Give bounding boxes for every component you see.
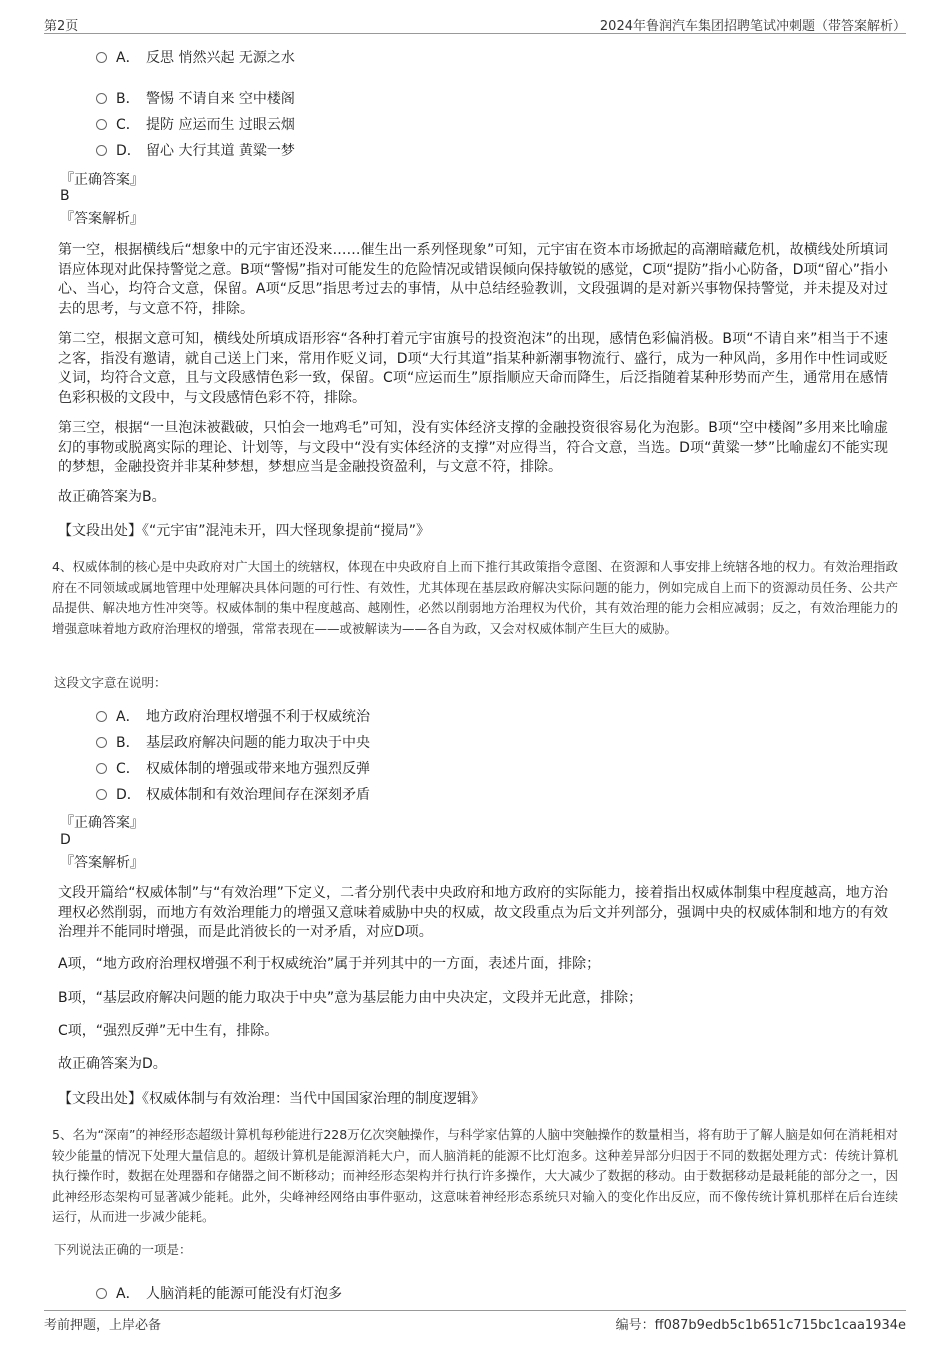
q3-option-d[interactable]: D． 留心 大行其道 黄粱一梦: [96, 140, 295, 162]
q5-option-a[interactable]: A． 人脑消耗的能源可能没有灯泡多: [96, 1283, 342, 1305]
q4-option-d[interactable]: D． 权威体制和有效治理间存在深刻矛盾: [96, 784, 370, 806]
q3-conclusion: 故正确答案为B。: [58, 489, 166, 505]
q4-stem: 4、权威体制的核心是中央政府对广大国土的统辖权，体现在中央政府自上而下推行其政策指令意图、在资源和人事安排上统辖各地的权力。有效治理指政府在不同领域或属地管理中处理解决具体问题的可行性、有效性，尤其体现在基层政府解决实际问题的能力，例如完成自上而下的资源动员任务、公共产品提供、解决地方性冲突等。权威体制的集中程度越高、越刚性，必然以削弱地方治理权为代价，其有效治理的能力会相应减弱；反之，有效治理能力的增强意味着地方政府治理权的增强，常常表现在——或被解读为——各自为政，又会对权威体制产生巨大的威胁。: [52, 559, 898, 636]
q4-analysis-paragraph-4: C项，“强烈反弹”无中生有，排除。: [58, 1023, 279, 1039]
radio-icon[interactable]: [96, 789, 107, 800]
q4-source: 【文段出处】《权威体制与有效治理：当代中国国家治理的制度逻辑》: [58, 1091, 485, 1107]
q3-analysis-label: 『答案解析』: [60, 211, 144, 227]
radio-icon[interactable]: [96, 145, 107, 156]
radio-icon[interactable]: [96, 119, 107, 130]
q4-option-b[interactable]: B． 基层政府解决问题的能力取决于中央: [96, 732, 370, 754]
q5-stem: 5、名为“深南”的神经形态超级计算机每秒能进行228万亿次突触操作，与科学家估算的人脑中突触操作的数量相当，将有助于了解人脑是如何在消耗相对较少能量的情况下处理大量信息的。超级计算机是能源消耗大户，而人脑消耗的能源不比灯泡多。这种差异部分归因于不同的数据处理方式：传统计算机执行操作时，数据在处理器和存储器之间不断移动；而神经形态架构并行执行许多操作，大大减少了数据的移动。由于数据移动是最耗能的部分之一，因此神经形态架构可显著减少能耗。此外，尖峰神经网络由事件驱动，这意味着神经形态系统只对输入的变化作出反应，而不像传统计算机那样在后台连续运行，从而进一步减少能耗。: [52, 1127, 898, 1224]
q5-prompt: 下列说法正确的一项是：: [54, 1242, 192, 1257]
q4-prompt: 这段文字意在说明：: [54, 675, 167, 690]
footer-divider: [44, 1310, 906, 1311]
q3-analysis-paragraph-2: 第二空，根据文意可知，横线处所填成语形容“各种打着元宇宙旗号的投资泡沫”的出现，感情色彩偏消极。B项“不请自来”相当于不速之客，指没有邀请，就自己送上门来，常用作贬义词，D项“大行其道”指某种新潮事物流行、盛行，成为一种风尚，多用作中性词或贬义词，均符合文意，且与文段感情色彩一致，保留。C项“应运而生”原指顺应天命而降生，后泛指随着某种形势而产生，通常用在感情色彩积极的文段中，与文段感情色彩不符，排除。: [58, 331, 888, 406]
q3-source: 【文段出处】《“元宇宙”混沌未开，四大怪现象提前“搅局”》: [58, 523, 431, 539]
q3-analysis-paragraph-3: 第三空，根据“一旦泡沫被戳破，只怕会一地鸡毛”可知，没有实体经济支撑的金融投资很容易化为泡影。B项“空中楼阁”多用来比喻虚幻的事物或脱离实际的理论、计划等，与文段中“没有实体经济的支撑”对应得当，符合文意，当选。D项“黄粱一梦”比喻虚幻不能实现的梦想，金融投资并非某种梦想，梦想应当是金融投资盈利，与文意不符，排除。: [58, 420, 888, 475]
radio-icon[interactable]: [96, 52, 107, 63]
document-id: 编号：ff087b9edb5c1b651c715bc1caa1934e: [615, 1318, 906, 1333]
document-title: 2024年鲁润汽车集团招聘笔试冲刺题（带答案解析）: [599, 19, 906, 34]
q4-option-a[interactable]: A． 地方政府治理权增强不利于权威统治: [96, 706, 370, 728]
q4-answer: D: [60, 832, 71, 848]
q4-analysis-paragraph-2: A项，“地方政府治理权增强不利于权威统治”属于并列其中的一方面，表述片面，排除；: [58, 956, 601, 972]
q4-option-c[interactable]: C． 权威体制的增强或带来地方强烈反弹: [96, 758, 370, 780]
q4-analysis-label: 『答案解析』: [60, 855, 144, 871]
q4-analysis-paragraph-3: B项，“基层政府解决问题的能力取决于中央”意为基层能力由中央决定，文段并无此意，排除；: [58, 990, 643, 1006]
q3-option-b[interactable]: B． 警惕 不请自来 空中楼阁: [96, 88, 295, 110]
radio-icon[interactable]: [96, 1288, 107, 1299]
q3-answer: B: [60, 188, 70, 204]
q3-answer-label: 『正确答案』: [60, 172, 144, 188]
header-divider: [44, 33, 906, 34]
radio-icon[interactable]: [96, 763, 107, 774]
q3-option-c[interactable]: C． 提防 应运而生 过眼云烟: [96, 114, 295, 136]
radio-icon[interactable]: [96, 711, 107, 722]
q4-conclusion: 故正确答案为D。: [58, 1056, 167, 1072]
q4-analysis-paragraph-1: 文段开篇给“权威体制”与“有效治理”下定义，二者分别代表中央政府和地方政府的实际能力，接着指出权威体制集中程度越高，地方治理权必然削弱，而地方有效治理能力的增强又意味着威胁中央的权威，故文段重点为后文并列部分，强调中央的权威体制和地方的有效治理并不能同时增强，而是此消彼长的一对矛盾，对应D项。: [58, 885, 888, 940]
q4-answer-label: 『正确答案』: [60, 815, 144, 831]
page-number: 第2页: [44, 19, 79, 34]
footer-slogan: 考前押题，上岸必备: [44, 1318, 162, 1333]
radio-icon[interactable]: [96, 737, 107, 748]
q3-analysis-paragraph-1: 第一空，根据横线后“想象中的元宇宙还没来……催生出一系列怪现象”可知，元宇宙在资本市场掀起的高潮暗藏危机，故横线处所填词语应体现对此保持警觉之意。B项“警惕”指对可能发生的危险情况或错误倾向保持敏锐的感觉，C项“提防”指小心防备，D项“留心”指小心、当心，均符合文意，保留。A项“反思”指思考过去的事情，从中总结经验教训，文段强调的是对新兴事物保持警觉，并未提及对过去的思考，与文意不符，排除。: [58, 242, 888, 317]
radio-icon[interactable]: [96, 93, 107, 104]
q3-option-a[interactable]: A． 反思 悄然兴起 无源之水: [96, 47, 295, 69]
